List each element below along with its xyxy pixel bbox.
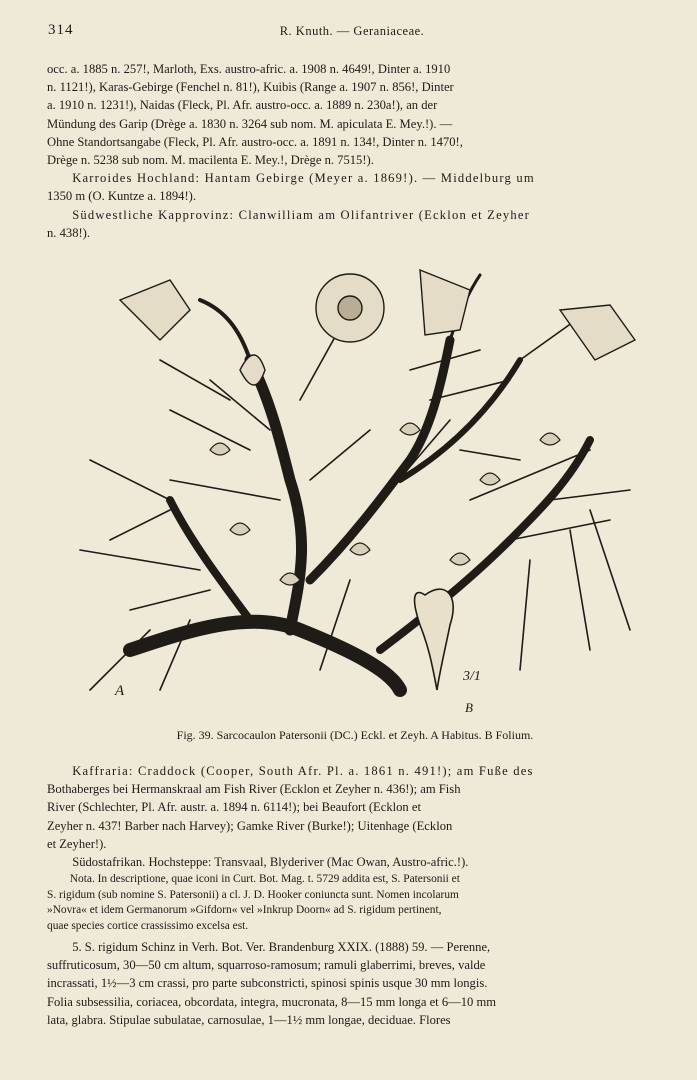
text-line: et Zeyher!). — [47, 836, 107, 851]
text-line: River (Schlechter, Pl. Afr. austr. a. 1894 n. 6114!); bei Beaufort (Ecklon et — [47, 800, 421, 815]
text-line: Mündung des Garip (Drège a. 1830 n. 3264 sub nom. M. apiculata E. Mey.!). — — [47, 116, 453, 131]
text-line: Zeyher n. 437! Barber nach Harvey); Gamke River (Burke!); Uitenhage (Ecklon — [47, 818, 453, 833]
plant-drawing — [50, 250, 650, 720]
nota-line: »Novra« et idem Germanorum »Gifdorn« vel »Inkrup Doorn« ad S. rigidum pertinent, — [47, 904, 442, 916]
text-line: Bothaberges bei Hermanskraal am Fish River (Ecklon et Zeyher n. 436!); am Fish — [47, 782, 461, 797]
region-heading-line: Karroides Hochland: Hantam Gebirge (Meyer a. 1869!). — Middelburg um — [72, 171, 535, 186]
text-line: n. 438!). — [47, 225, 91, 240]
text-line: Südostafrikan. Hochsteppe: Transvaal, Blyderiver (Mac Owan, Austro-afric.!). — [72, 855, 469, 870]
text-line: a. 1910 n. 1231!), Naidas (Fleck, Pl. Afr. austro-occ. a. 1889 n. 230a!), an der — [47, 98, 438, 113]
page-header — [48, 22, 656, 44]
text-line: 1350 m (O. Kuntze a. 1894!). — [47, 189, 196, 204]
species-line: suffruticosum, 30—50 cm altum, squarroso-ramosum; ramuli glaberrimi, breves, valde — [47, 958, 486, 973]
figure-label-a: A — [115, 683, 125, 699]
text-line: n. 1121!), Karas-Gebirge (Fenchel n. 81!), Kuibis (Range a. 1907 n. 856!, Dinter — [47, 80, 454, 95]
species-line: incrassati, 1½—3 cm crassi, pro parte subconstricti, spinosi spinis usque 30 mm longis. — [47, 976, 488, 991]
figure-caption: Fig. 39. Sarcocaulon Patersonii (DC.) Eckl. et Zeyh. A Habitus. B Folium. — [176, 728, 534, 742]
top-text-block — [47, 60, 657, 242]
text-line: Ohne Standortsangabe (Fleck, Pl. Afr. austro-occ. a. 1891 n. 134!, Dinter n. 1470!, — [47, 134, 463, 149]
species-line: 5. S. rigidum Schinz in Verh. Bot. Ver. Brandenburg XXIX. (1888) 59. — Perenne, — [72, 940, 491, 954]
species-line: lata, glabra. Stipulae subulatae, carnosulae, 1—1½ mm longae, deciduae. Flores — [47, 1012, 451, 1027]
bottom-text-block — [47, 762, 657, 871]
text-line: occ. a. 1885 n. 257!, Marloth, Exs. austro-afric. a. 1908 n. 4649!, Dinter a. 1910 — [47, 62, 451, 76]
nota-line: Nota. In descriptione, quae iconi in Curt. Bot. Mag. t. 5729 addita est, S. Patersonii et — [69, 873, 460, 885]
text-line: Drège n. 5238 sub nom. M. macilenta E. Mey.!, Drège n. 7515!). — [47, 153, 374, 168]
text-line: Kaffraria: Craddock (Cooper, South Afr. Pl. a. 1861 n. 491!); am Fuße des — [72, 764, 534, 778]
figure-illustration — [50, 250, 650, 720]
region-heading-line: Südwestliche Kapprovinz: Clanwilliam am Olifantriver (Ecklon et Zeyher — [72, 207, 531, 222]
running-title: R. Knuth. — Geraniaceae. — [279, 24, 425, 38]
species-block — [47, 938, 657, 1029]
nota-block — [47, 872, 657, 934]
nota-line: S. rigidum (sub nomine S. Patersonii) a cl. J. D. Hooker coniuncta sunt. Nomen incolarum — [47, 888, 459, 901]
nota-line: quae species cortice crassissimo excelsa est. — [47, 919, 249, 932]
figure-label-b: B — [465, 700, 473, 715]
species-line: Folia subsessilia, coriacea, obcordata, integra, mucronata, 8—15 mm longa et 6—10 mm — [47, 994, 497, 1009]
page-number: 314 — [48, 22, 74, 38]
figure-scale: 3/1 — [463, 669, 481, 684]
